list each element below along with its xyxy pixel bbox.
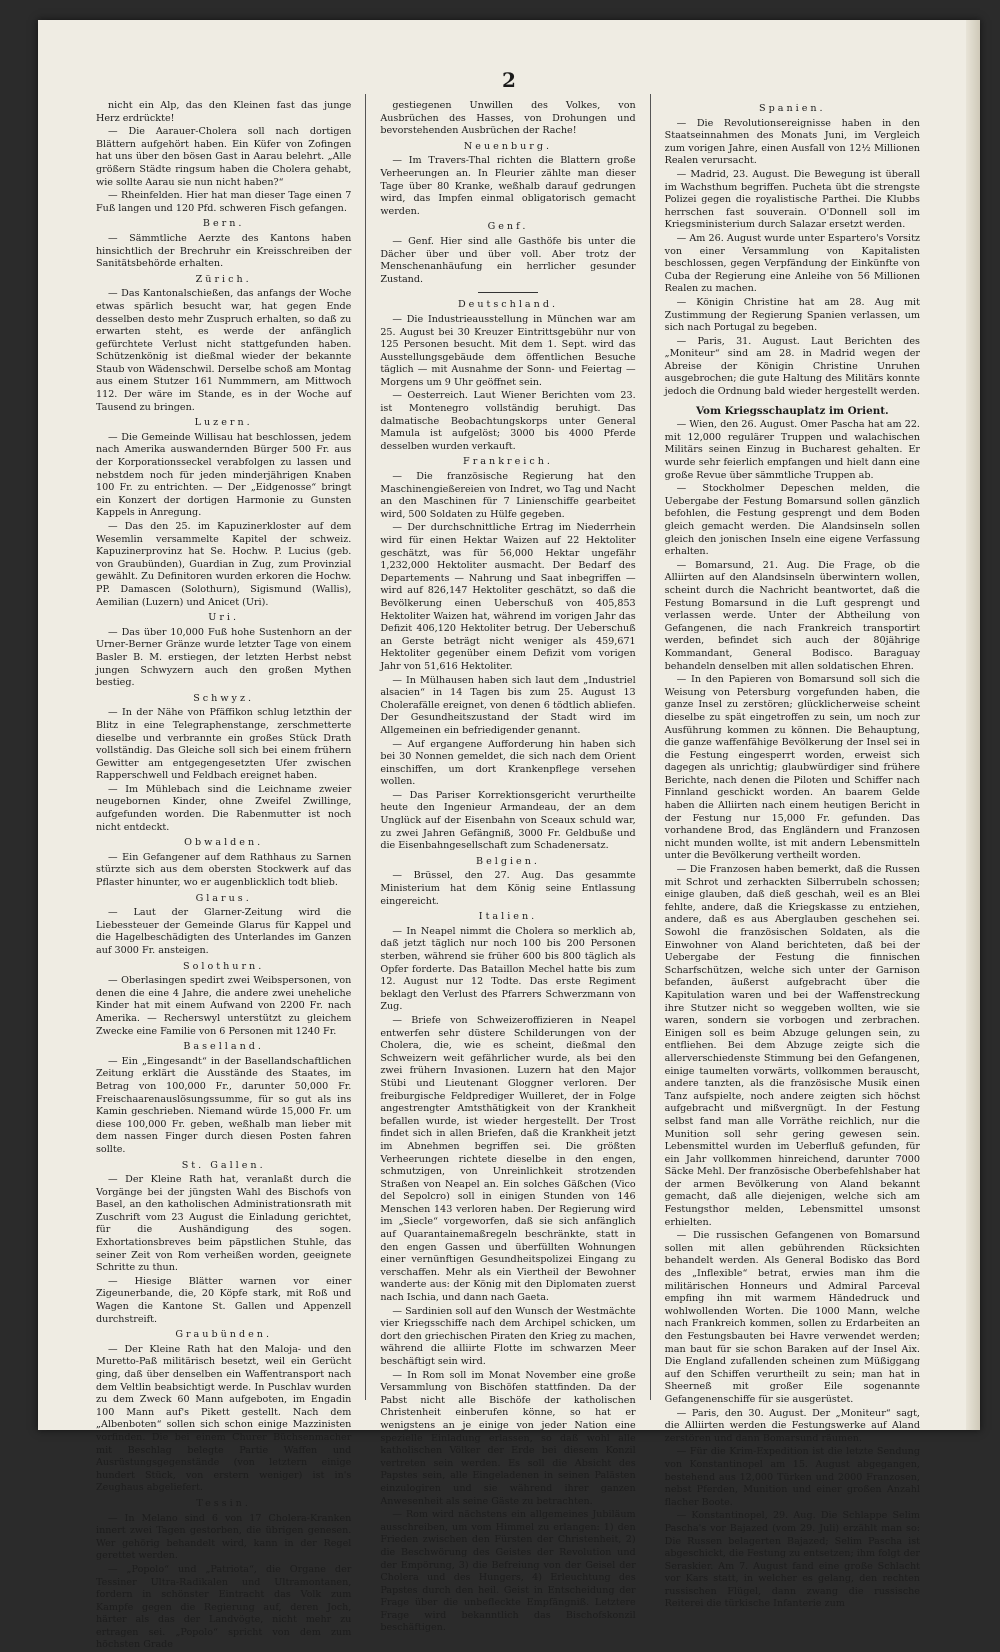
article-paragraph: — Für die Krim-Expedition ist die letzte Sendung von Konstantinopel am 15. August abgegangen, bestehend aus 12,000 Türken und 2000 Franzosen, nebst Pferden, Munition und einer großen Anzahl flacher Boote. (664, 1446, 920, 1508)
article-paragraph: — In der Nähe von Pfäffikon schlug letzthin der Blitz in eine Telegraphenstange, zerschmetterte dieselbe und verbrannte ein großes Stück Drath vollständig. Das Gleiche soll sich bei einem frühern Gewitter am entgegengesetzten Ufer zwischen Rapperschwell und Feldbach ereignet haben. (96, 707, 352, 782)
section-heading: Tessin. (196, 1497, 251, 1509)
newspaper-page (38, 20, 980, 1651)
article-paragraph: — Die Franzosen haben bemerkt, daß die Russen mit Schrot und zerhackten Silberrubeln schossen; einige glauben, daß dieß geschah, weil es an Blei fehlte, andere, daß die Kriegskasse zu entziehen, andere, daß es aus Aberglauben geschehen sei. Sowohl die französischen Soldaten, als die Einwohner von Aland berichteten, daß bei der Uebergabe der Festung die finnischen Scharfschützen, welche sich unter der Garnison befanden, äußerst aufgebracht über die Kapitulation waren und bei der Waffenstreckung ihre Stutzer nicht so weggeben wollten, wie sie waren, sondern sie vorbogen und zerbrachen. Einigen soll es beim Abzuge gelungen sein, zu entfliehen. Bei dem Abzuge zeigte sich die allerverschiedenste Stimmung bei den Gefangenen, einige taumelten vorwärts, vollkommen berauscht, andere tanzten, als die französische Musik einen Tanz aufspielte, noch andere zeigten sich höchst aufgebracht und mißvergnügt. In der Festung selbst fand man alle Vorräthe reichlich, nur die Munition soll sehr gering gewesen sein. Lebensmittel wurden im Ueberfluß gefunden, für ein Jahr vollkommen hinreichend, darunter 7000 Säcke Mehl. Der französische Oberbefehlshaber hat der armen Bevölkerung von Aland bekannt gemacht, daß alle diejenigen, welche sich am Festungsthor melden, Lebensmittel umsonst erhielten. (664, 864, 920, 1228)
article-paragraph: nicht ein Alp, das den Kleinen fast das junge Herz erdrückte! (96, 100, 352, 124)
section-heading: Belgien. (476, 855, 540, 867)
article-paragraph: — Das Pariser Korrektionsgericht verurtheilte heute den Ingenieur Armandeau, der an dem Unglück auf der Eisenbahn von Sceaux schuld war, zu zwei Jahren Gefängniß, 3000 Fr. Geldbuße und die Eisenbahngesellschaft zum Schadenersatz. (380, 789, 636, 852)
article-paragraph: — Rom wird nächstens ein allgemeines Jubiläum ausschreiben, um vom Himmel zu erlangen: 1) den Frieden zwischen den Fürsten der Christenheit, 2) die Beschwörung des Geistes der Revolution und der Empörung, 3) die Befreiung von der Geisel der Cholera und des Hungers, 4) Erleuchtung des Papstes durch den heil. Geist in Entscheidung der Frage über die unbefleckte Empfängniß. Letztere Frage wird bekanntlich das Bischofskonzil beschäftigen. (380, 1509, 636, 1634)
column-rule (650, 94, 651, 1400)
article-paragraph: — Hiesige Blätter warnen vor einer Zigeunerbande, die, 20 Köpfe stark, mit Roß und Wagen die Kantone St. Gallen und Appenzell durchstreift. (96, 1275, 352, 1325)
article-paragraph: — Briefe von Schweizeroffizieren in Neapel entwerfen sehr düstere Schilderungen von der Cholera, die, wie es scheint, dießmal den Schweizern weit gefährlicher wurde, als bei den zwei frühern Invasionen. Luzern hat den Major Stübi und Lieutenant Gloggner verloren. Der freiburgische Feldprediger Wuilleret, der in Folge angestrengter Amtsthätigkeit von der Krankheit befallen wurde, ist wieder hergestellt. Der Trost findet sich in allen Briefen, daß die Krankheit jetzt im Abnehmen begriffen sei. Die größten Verheerungen richtete dieselbe in den engen, schmutzigen, von Unreinlichkeit strotzenden Straßen von Neapel an. Ein solches Gäßchen (Vico del Sepolcro) soll in einigen Stunden von 146 Menschen 143 verloren haben. Der Regierung wird im „Siecle“ vorgeworfen, daß sie sich anfänglich auf Quarantainemaßregeln beschränkte, statt in den engen Gassen und überfüllten Wohnungen einer vernünftigen Gesundheitspolizei Eingang zu verschaffen. Mehr als ein Viertheil der Bewohner wanderte aus: der König mit den Diplomaten zuerst nach Ischia, und dann nach Gaeta. (380, 1014, 636, 1304)
section-heading: Spanien. (759, 103, 826, 114)
article-paragraph: — Paris, 31. August. Laut Berichten des „Moniteur“ sind am 28. in Madrid wegen der Abreise der Königin Christine Unruhen ausgebrochen; die gute Haltung des Militärs konnte jedoch die Ordnung bald wieder hergestellt werden. (664, 335, 920, 398)
section-heading: Uri. (208, 612, 240, 624)
article-paragraph: — Wien, den 26. August. Omer Pascha hat am 22. mit 12,000 regulärer Truppen und walachischen Militärs seinen Einzug in Bucharest gehalten. Er wurde sehr feierlich empfangen und hielt dann eine große Revue über sämmtliche Truppen ab. (664, 419, 920, 481)
section-heading: Obwalden. (184, 837, 264, 849)
article-paragraph: — Im Travers-Thal richten die Blattern große Verheerungen an. In Fleurier zählte man dieser Tage über 80 Kranke, weßhalb darauf gedrungen wird, das Impfen einmal obligatorisch gemacht werden. (380, 155, 636, 217)
article-paragraph: — Konstantinopel, 29. Aug. Die Schlappe Selim Pascha's vor Bajazed (vom 29. Juli) erzählt man so: Die Russen belagerten Bajazed; Selim Pascha ist abgeschickt, die Festung zu entsetzen; ihm folgt der Seraskier. Am 7. August fand eine große Schlacht vor Kars statt, in welcher es gelang, den rechten russischen Flügel, dann zwang die russische Reiterei die türkische Infanterie zum (664, 1510, 920, 1610)
article-paragraph: — Das den 25. im Kapuzinerkloster auf dem Wesemlin versammelte Kapitel der schweiz. Kapuzinerprovinz hat Se. Hochw. P. Lucius (geb. von Graubünden), Guardian in Zug, zum Provinzial gewählt. Zu Definitoren wurden erkoren die Hochw. PP. Damascen (Solothurn), Sigismund (Wallis), Aemilian (Luzern) und Anicet (Uri). (96, 521, 352, 608)
article-paragraph: — Oberlasingen spedirt zwei Weibspersonen, von denen die eine 4 Jahre, die andere zwei uneheliche Kinder hat mit einem Aufwand von 2200 Fr. nach Amerika. — Recherswyl unterstützt zu gleichem Zwecke eine Familie von 6 Personen mit 1240 Fr. (96, 975, 352, 1037)
column-2 (380, 100, 636, 1634)
section-heading: Baselland. (183, 1041, 264, 1053)
section-heading: Genf. (487, 221, 529, 233)
article-paragraph: — Stockholmer Depeschen melden, die Uebergabe der Festung Bomarsund sollen gänzlich befohlen, die Festung gesprengt und dem Boden gleich gemacht werden. Die Alandsinseln sollen gleich den jonischen Inseln eine eigene Verfassung erhalten. (664, 483, 920, 558)
article-paragraph: gestiegenen Unwillen des Volkes, von Ausbrüchen des Hasses, von Drohungen und bevorstehenden Ausbrüchen der Rache! (380, 100, 636, 137)
section-heading: Vom Kriegsschauplatz im Orient. (695, 404, 889, 417)
article-paragraph: — Im Mühlebach sind die Leichname zweier neugebornen Kinder, ohne Zweifel Zwillinge, aufgefunden worden. Die Rabenmutter ist noch nicht entdeckt. (96, 783, 352, 833)
article-paragraph: — Bomarsund, 21. Aug. Die Frage, ob die Alliirten auf den Alandsinseln überwintern wollen, scheint durch die Nachricht beantwortet, daß die Festung Bomarsund in die Luft gesprengt und verlassen werde. Unter der Abtheilung von Gefangenen, die nach Frankreich transportirt werden, befindet sich auch der 80jährige Kommandant, General Bodisco. Baraguay behandeln denselben mit allen soldatischen Ehren. (664, 559, 920, 672)
article-paragraph: — In Neapel nimmt die Cholera so merklich ab, daß jetzt täglich nur noch 100 bis 200 Personen sterben, während sie früher 600 bis 800 täglich als Opfer forderte. Das Bataillon Mechel hatte bis zum 12. August nur 12 Todte. Das erste Regiment beklagt den Verlust des Pfarrers Schwerzmann von Zug. (380, 925, 636, 1013)
section-separator (478, 292, 538, 293)
section-heading: Zürich. (195, 273, 252, 285)
article-paragraph: — In den Papieren von Bomarsund soll sich die Weisung von Petersburg vorgefunden haben, die ganze Insel zu zerstören; glücklicherweise scheint dieselbe zu spät eingetroffen zu sein, um noch zur Ausführung kommen zu können. Die Behauptung, die ganze waffenfähige Bevölkerung der Insel sei in die Festung eingesperrt worden, erweist sich dagegen als unrichtig; glaubwürdiger sind frühere Berichte, nach denen die Piloten und Schiffer nach Finnland geschickt worden. An baarem Gelde haben die Alliirten nach einem heutigen Bericht in der Festung nur 15,000 Fr. gefunden. Das vorhandene Brod, das Engländern und Franzosen nicht munden wollte, ist mit andern Lebensmitteln unter die Bevölkerung vertheilt worden. (664, 674, 920, 862)
article-paragraph: — Die Aarauer-Cholera soll nach dortigen Blättern aufgehört haben. Ein Küfer von Zofingen hat uns über den bösen Gast in Aarau belehrt. „Alle größern Städte ringsum haben die Cholera gehabt, wie sollte Aarau sie nun nicht haben?“ (96, 126, 352, 188)
section-heading: Solothurn. (183, 960, 265, 972)
article-paragraph: — Der Kleine Rath hat den Maloja- und den Muretto-Paß militärisch besetzt, weil ein Gerücht ging, daß über denselben ein Waffentransport nach dem Veltlin beabsichtigt werde. In Puschlav wurden zu dem Zweck 60 Mann aufgeboten, im Engadin 100 Mann auf's Pikett gestellt. Nach dem „Albenboten“ sollen sich schon einige Mazzinisten vorfinden. Die bei einem Churer Büchsenmacher mit Beschlag belegte Partie Waffen und Ausrüstungsgegenstände (von letztern einige hundert Stück, von erstern weniger) ist in's Zeughaus abgeliefert. (96, 1343, 352, 1494)
columns-container (96, 100, 920, 1651)
article-paragraph: — Die Gemeinde Willisau hat beschlossen, jedem nach Amerika auswandernden Bürger 500 Fr. aus der Korporationsseckel verabfolgen zu lassen und nebstdem noch für jeden minderjährigen Knaben 100 Fr. zu entrichten. — Der „Eidgenosse“ bringt ein Konzert der dortigen Harmonie zu Gunsten Kappels in Anregung. (96, 431, 352, 519)
section-heading: Italien. (478, 911, 538, 923)
section-heading: Luzern. (194, 417, 253, 429)
article-paragraph: — Die französische Regierung hat den Maschinengießereien von Indret, wo Tag und Nacht an den Maschinen für 7 Linienschiffe gearbeitet wird, 500 Soldaten zu Hülfe gegeben. (380, 471, 636, 520)
article-paragraph: — In Melano sind 6 von 17 Cholera-Kranken innert zwei Tagen gestorben, die übrigen genesen. Wer gehörig behandelt wird, kann in der Regel gerettet werden. (96, 1512, 352, 1562)
column-3 (664, 100, 920, 1610)
column-rule (365, 94, 366, 1400)
article-paragraph: — Das über 10,000 Fuß hohe Sustenhorn an der Urner-Berner Gränze wurde letzter Tage von einem Basler B. M. erstiegen, der letzten Herbst nebst jungen Schwyzern auch den großen Mythen bestieg. (96, 626, 352, 689)
article-paragraph: — Paris, den 30. August. Der „Moniteur“ sagt, die Alliirten werden die Festungswerke auf Aland zerstören und dann Bomarsund räumen. (664, 1407, 920, 1444)
article-paragraph: — Die Revolutionsereignisse haben in den Staatseinnahmen des Monats Juni, im Vergleich zum vorigen Jahre, einen Ausfall von 12½ Millionen Realen verursacht. (664, 117, 920, 167)
section-heading: Glarus. (195, 892, 252, 904)
section-heading: Deutschland. (457, 299, 559, 311)
article-paragraph: — Auf ergangene Aufforderung hin haben sich bei 30 Nonnen gemeldet, die sich nach dem Orient einschiffen, um dort Krankenpflege versehen wollen. (380, 738, 636, 788)
article-paragraph: — In Rom soll im Monat November eine große Versammlung von Bischöfen stattfinden. Da der Pabst nicht alle Bischöfe der katholischen Christenheit einberufen könne, so hat er wenigstens an je einige von jeder Nation eine spezielle Einladung erlassen, so daß wohl alle katholischen Völker der Erde bei diesem Konzil vertreten sein werden. Es soll die Absicht des Papstes sein, alle Eingeladenen in seinen Palästen einzulogiren und sie während ihrer ganzen Anwesenheit als seine Gäste zu betrachten. (380, 1369, 636, 1507)
article-paragraph: — Oesterreich. Laut Wiener Berichten vom 23. ist Montenegro vollständig beruhigt. Das dalmatische Beobachtungskorps unter General Mamula ist aufgelöst; 3000 bis 4000 Pferde desselben wurden verkauft. (380, 390, 636, 452)
article-paragraph: — Das Kantonalschießen, das anfangs der Woche etwas spärlich besucht war, hat gegen Ende desselben desto mehr Zuspruch erhalten, so daß zu erwarten steht, es werde der anfänglich gefürchtete Verlust nicht stattgefunden haben. Schützenkönig ist dießmal wieder der bekannte Staub von Wädenschwil. Derselbe schoß am Montag aus einem Stutzer 161 Nummmern, am Mittwoch 112. Der wäre im Stande, es in der Woche auf Tausend zu bringen. (96, 288, 352, 413)
page-number: 2 (502, 68, 516, 92)
column-1 (96, 100, 352, 1651)
section-heading: Graubünden. (175, 1329, 273, 1341)
section-heading: Schwyz. (193, 692, 255, 704)
article-paragraph: — Madrid, 23. August. Die Bewegung ist überall im Wachsthum begriffen. Pucheta übt die strengste Polizei gegen die royalistische Parthei. Die Klubbs herrschen fast souverain. O'Donnell soll im Kriegsministerium durch Salazar ersetzt werden. (664, 168, 920, 231)
article-paragraph: — Ein Gefangener auf dem Rathhaus zu Sarnen stürzte sich aus dem obersten Stockwerk auf das Pflaster hinunter, wo er augenblicklich todt blieb. (96, 851, 352, 889)
article-paragraph: — Laut der Glarner-Zeitung wird die Liebessteuer der Gemeinde Glarus für Kappel und die Hagelbeschädigten des Unterlandes im Ganzen auf 3000 Fr. ansteigen. (96, 907, 352, 956)
section-heading: St. Gallen. (181, 1159, 266, 1171)
section-heading: Neuenburg. (463, 140, 553, 152)
article-paragraph: — Der durchschnittliche Ertrag im Niederrhein wird für einen Hektar Waizen auf 22 Hektoliter geschätzt, was für 56,000 Hektar ungefähr 1,232,000 Hektoliter ausmacht. Der Bedarf des Departements — Nahrung und Saat inbegriffen — wird auf 826,147 Hektoliter geschätzt, so daß die Bevölkerung einen Ueberschuß von 405,853 Hektoliter Waizen hat, während im vorigen Jahr das Defizit 406,120 Hektoliter betrug. Der Ueberschuß an Gerste beträgt nicht weniger als 459,671 Hektoliter gegenüber einem Defizit vom vorigen Jahr von 51,616 Hektoliter. (380, 522, 636, 672)
article-paragraph: — Ein „Eingesandt“ in der Basellandschaftlichen Zeitung erklärt die Ausstände des Staates, im Betrag von 100,000 Fr., darunter 50,000 Fr. Freischaarenauslösungssumme, für so gut als ins Kamin geschrieben. Niemand würde 15,000 Fr. um diese 100,000 Fr. geben, weßhalb man lieber mit dem nassen Finger durch diesen Posten fahren sollte. (96, 1055, 352, 1155)
article-paragraph: — Die russischen Gefangenen von Bomarsund sollen mit allen gebührenden Rücksichten behandelt werden. Als General Bodisko das Bord des „Inflexible“ betrat, erwies man ihm die militärischen Honneurs und Admiral Parceval empfing ihn mit warmem Händedruck und wohlwollenden Worten. Die 1000 Mann, welche nach Frankreich kommen, sollen zu Erdarbeiten an den Festungsbauten bei Havre verwendet werden; man baut für sie schon Baraken auf der Insel Aix. Die England zufallenden scheinen zum Müßiggang auf den Schiffen verurtheilt zu sein; man hat in Sheerneß mit großer Eile sogenannte Gefangenenschiffe für sie ausgerüstet. (664, 1230, 920, 1405)
section-heading: Bern. (202, 218, 245, 230)
article-paragraph: — Brüssel, den 27. Aug. Das gesammte Ministerium hat dem König seine Entlassung eingereicht. (380, 870, 636, 907)
article-paragraph: — „Popolo“ und „Patriota“, die Organe der Tessiner Ultra-Radikalen und Ultramontanen, fordern in schönster Eintracht das Volk zum Kampfe gegen die Regierung auf, deren Joch, härter als das der Landvögte, nicht mehr zu ertragen sei. „Popolo“ spricht von dem zum höchsten Grade (96, 1563, 352, 1651)
page-edge-shadow (966, 20, 980, 1430)
article-paragraph: — Rheinfelden. Hier hat man dieser Tage einen 7 Fuß langen und 120 Pfd. schweren Fisch gefangen. (96, 190, 352, 214)
article-paragraph: — Die Industrieausstellung in München war am 25. August bei 30 Kreuzer Eintrittsgebühr nur von 125 Personen besucht. Mit dem 1. Sept. wird das Ausstellungsgebäude dem öffentlichen Besuche täglich — mit Ausnahme der Sonn- und Feiertag — Morgens um 9 Uhr geöffnet sein. (380, 313, 636, 388)
article-paragraph: — Der Kleine Rath hat, veranlaßt durch die Vorgänge bei der jüngsten Wahl des Bischofs von Basel, an den katholischen Administrationsrath mit Zuschrift vom 23 August die Einladung gerichtet, für die Aushändigung des sogen. Exhortationsbreves beim päpstlichen Stuhle, das seiner Zeit von Rom verheißen worden, geeignete Schritte zu thun. (96, 1174, 352, 1274)
article-paragraph: — Königin Christine hat am 28. Aug mit Zustimmung der Regierung Spanien verlassen, um sich nach Portugal zu begeben. (664, 296, 920, 334)
article-paragraph: — Genf. Hier sind alle Gasthöfe bis unter die Dächer über und über voll. Aber trotz der Menschenanhäufung ein herrlicher gesunder Zustand. (380, 235, 636, 285)
article-paragraph: — Am 26. August wurde unter Espartero's Vorsitz von einer Versammlung von Kapitalisten beschlossen, gegen Verpfändung der Einkünfte von Cuba der Regierung eine Anleihe von 56 Millionen Realen zu machen. (664, 232, 920, 295)
article-paragraph: — Sämmtliche Aerzte des Kantons haben hinsichtlich der Brechruhr ein Kreisschreiben der Sanitätsbehörde erhalten. (96, 232, 352, 270)
article-paragraph: — In Mülhausen haben sich laut dem „Industriel alsacien“ in 14 Tagen bis zum 25. August 13 Cholerafälle ereignet, von denen 6 tödtlich abliefen. Der Gesundheitszustand der Stadt wird im Allgemeinen ein befriedigender genannt. (380, 674, 636, 736)
section-heading: Frankreich. (463, 456, 553, 468)
article-paragraph: — Sardinien soll auf den Wunsch der Westmächte vier Kriegsschiffe nach dem Archipel schicken, um dort den griechischen Piraten den Krieg zu machen, während die alliirte Flotte im schwarzen Meer beschäftigt sein wird. (380, 1305, 636, 1367)
